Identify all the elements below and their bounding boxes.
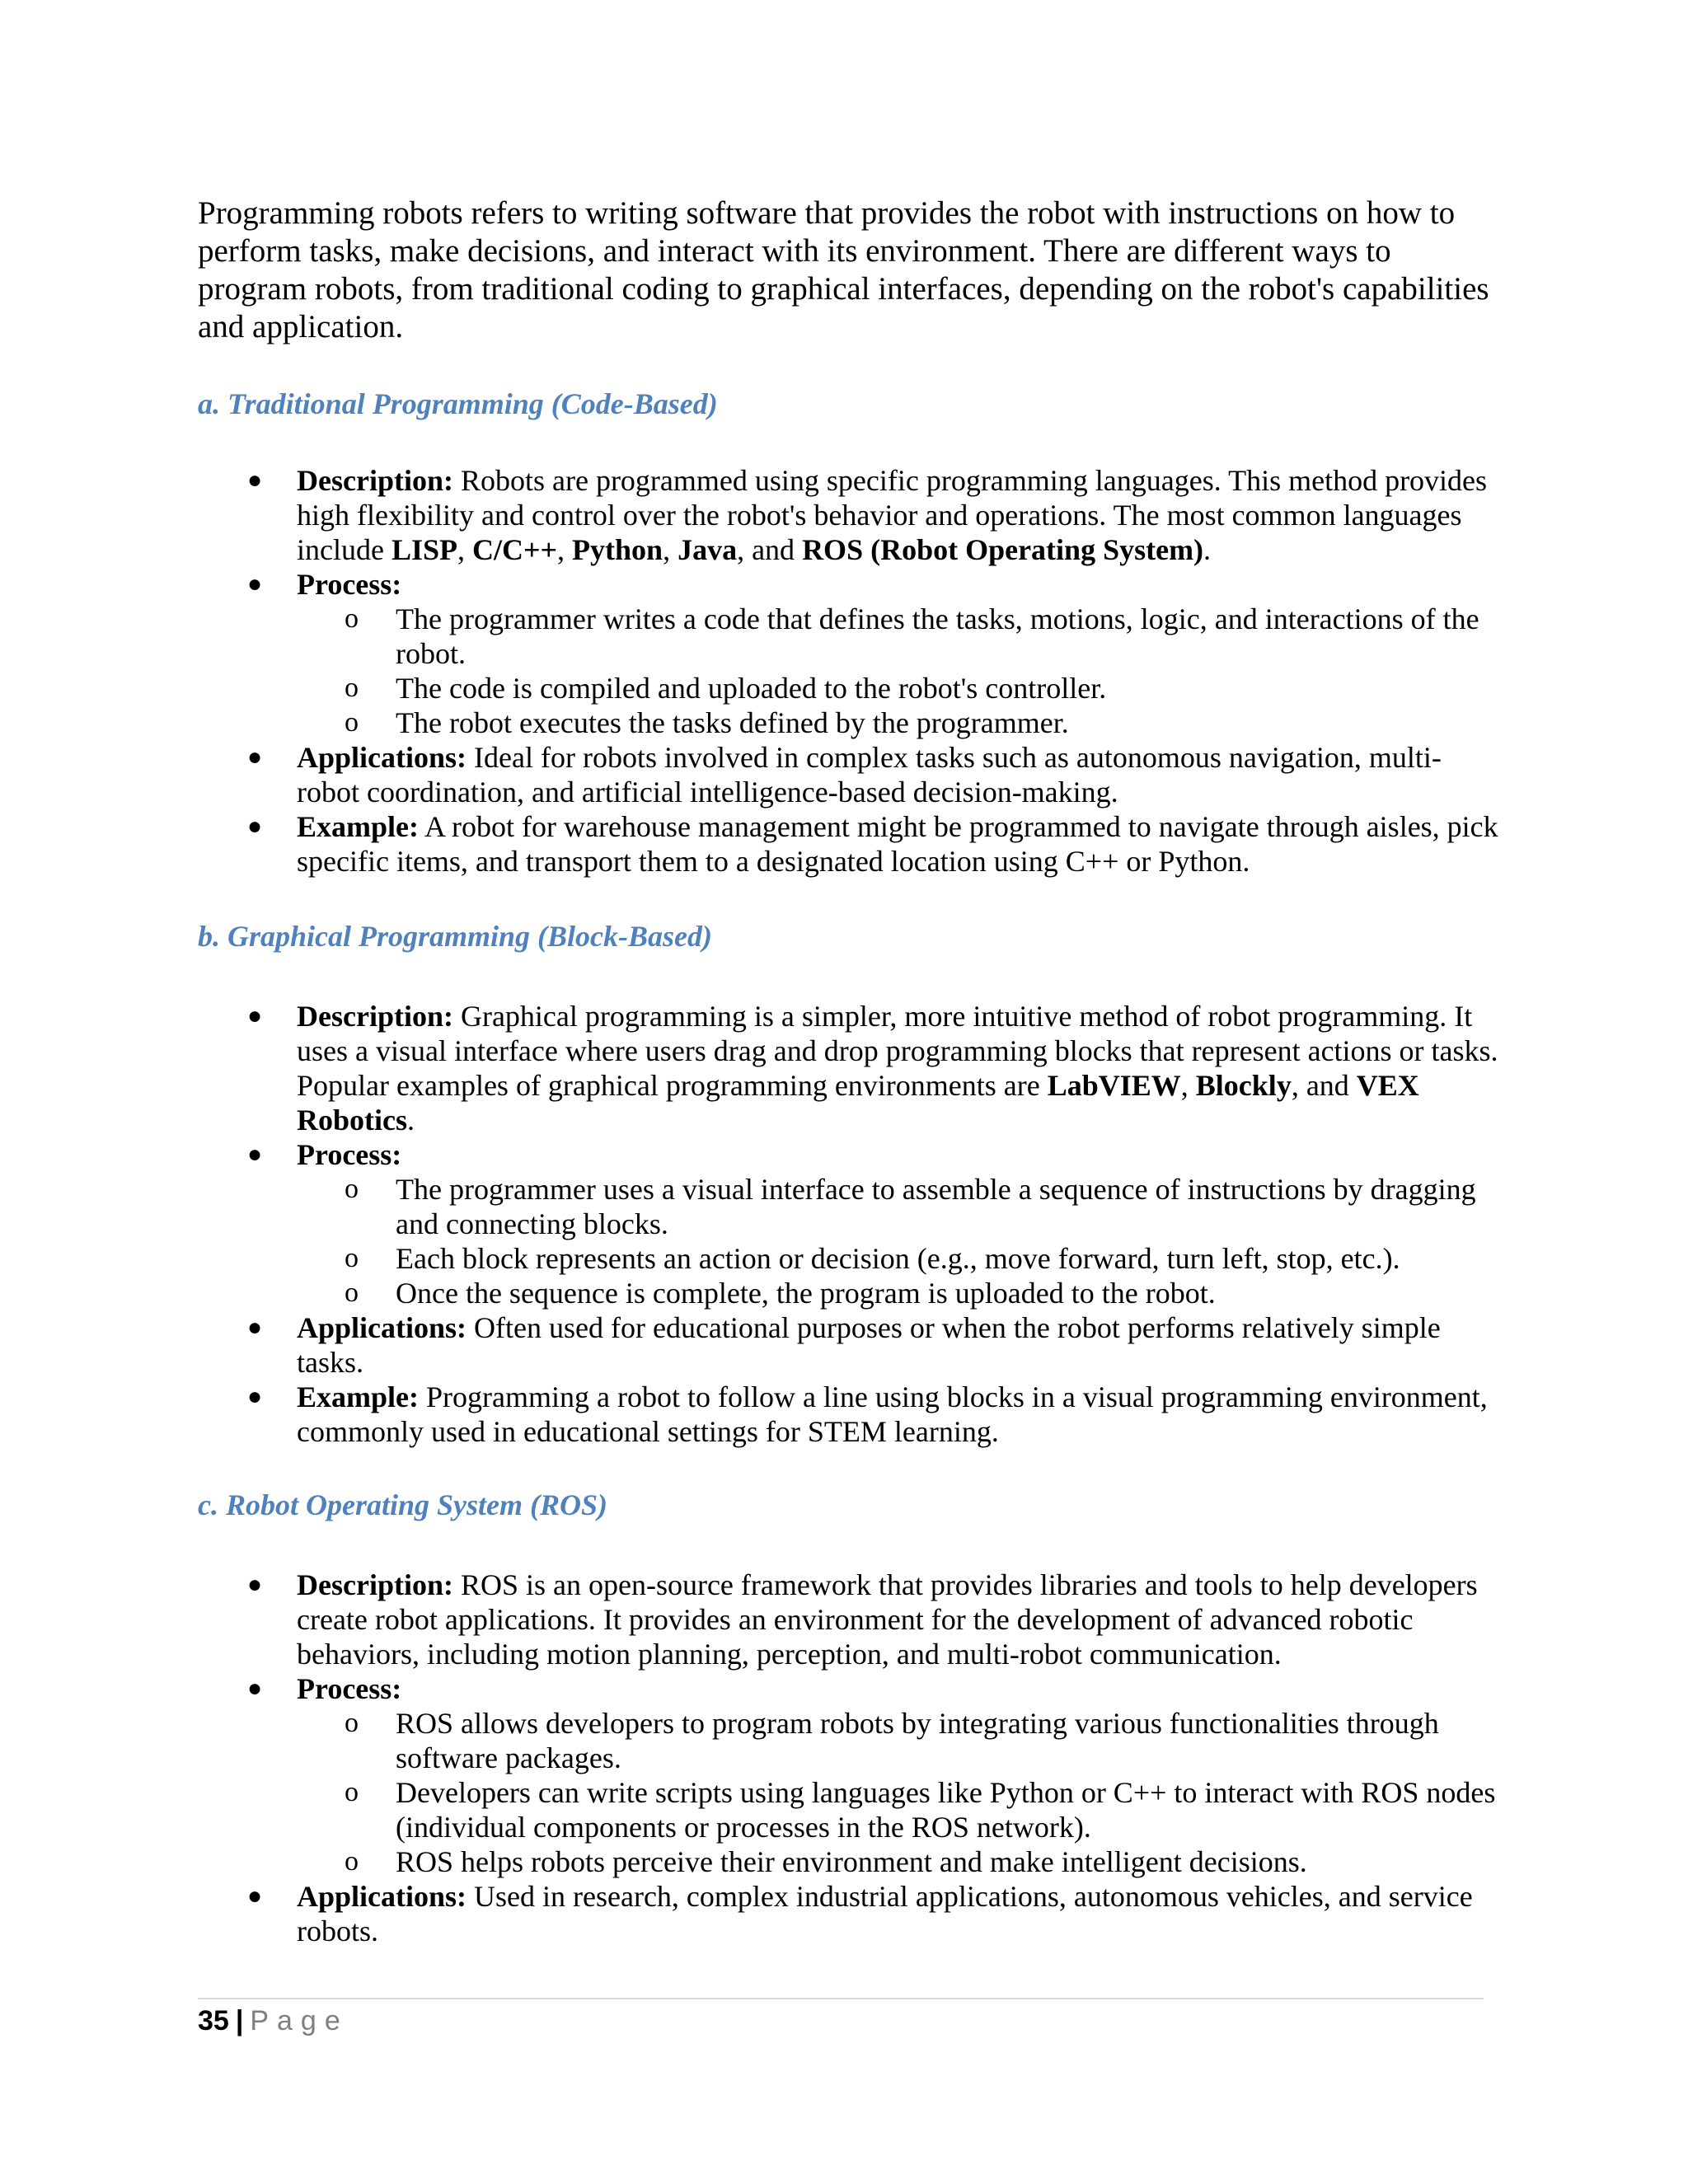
footer-separator: | (235, 2005, 244, 2036)
section-c-applications (198, 1879, 1500, 1948)
page-footer (198, 2003, 349, 2039)
bullet-icon: ● (247, 1882, 263, 1910)
process-step (198, 1706, 1500, 1775)
circle-bullet-icon: o (345, 603, 359, 634)
language-python: Python (572, 533, 663, 566)
language-java: Java (678, 533, 738, 566)
env-blockly: Blockly (1195, 1069, 1292, 1102)
process-label: Process: (297, 1138, 402, 1171)
section-c-description (198, 1568, 1500, 1671)
process-step (198, 1172, 1500, 1241)
section-b-example (198, 1380, 1500, 1449)
process-step (198, 1276, 1500, 1310)
circle-bullet-icon: o (345, 1277, 359, 1308)
section-b-heading: b. Graphical Programming (Block-Based) (198, 920, 713, 953)
bullet-icon: ● (247, 1141, 263, 1168)
process-step-text: The robot executes the tasks defined by the programmer. (396, 706, 1069, 739)
description-label: Description: (297, 1568, 453, 1601)
process-step (198, 705, 1500, 740)
language-lisp: LISP (391, 533, 458, 566)
period: . (407, 1104, 415, 1137)
separator: , (457, 533, 473, 566)
section-a-example (198, 809, 1500, 879)
circle-bullet-icon: o (345, 1174, 359, 1204)
bullet-icon: ● (247, 1383, 263, 1410)
applications-text: Ideal for robots involved in complex tasks such as autonomous navigation, multi-robot coordination, and artificial intelligence-based decision-making. (297, 741, 1442, 808)
example-label: Example: (297, 1380, 419, 1413)
circle-bullet-icon: o (345, 1846, 359, 1877)
bullet-icon: ● (247, 1314, 263, 1341)
applications-text: Often used for educational purposes or when the robot performs relatively simple tasks. (297, 1311, 1441, 1379)
section-a-process (198, 567, 1500, 740)
separator: , and (737, 533, 803, 566)
circle-bullet-icon: o (345, 1708, 359, 1738)
process-step-text: The code is compiled and uploaded to the robot's controller. (396, 672, 1107, 705)
example-label: Example: (297, 810, 419, 843)
circle-bullet-icon: o (345, 1777, 359, 1807)
separator: , (1180, 1069, 1196, 1102)
example-text: Programming a robot to follow a line using blocks in a visual programming environment, commonly used in educational settings for STEM learning. (297, 1380, 1488, 1448)
process-step-text: Once the sequence is complete, the program is uploaded to the robot. (396, 1277, 1216, 1310)
separator: , (557, 533, 573, 566)
separator: , and (1291, 1069, 1357, 1102)
description-text: ROS is an open-source framework that provides libraries and tools to help developers create robot applications. It provides an environment for the development of advanced robotic behaviors, including motion planning, perception, and multi-robot communication. (297, 1568, 1478, 1671)
process-sublist (297, 602, 1500, 740)
separator: , (663, 533, 678, 566)
section-c-process (198, 1671, 1500, 1879)
bullet-icon: ● (247, 466, 263, 494)
process-label: Process: (297, 1672, 402, 1705)
page-number: 35 (198, 2005, 229, 2036)
process-label: Process: (297, 568, 402, 601)
circle-bullet-icon: o (345, 1243, 359, 1273)
circle-bullet-icon: o (345, 707, 359, 738)
process-step-text: Each block represents an action or decision (e.g., move forward, turn left, stop, etc.). (396, 1242, 1400, 1275)
env-vex: VEX Robotics (297, 1069, 1419, 1137)
env-labview: LabVIEW (1047, 1069, 1181, 1102)
process-step-text: ROS helps robots perceive their environment and make intelligent decisions. (396, 1845, 1307, 1878)
section-c-heading: c. Robot Operating System (ROS) (198, 1488, 608, 1521)
section-a-applications (198, 740, 1500, 809)
period: . (1203, 533, 1212, 566)
section-a-list (198, 463, 1500, 879)
process-step (198, 602, 1500, 671)
process-step (198, 671, 1500, 705)
process-step (198, 1844, 1500, 1879)
section-c-list (198, 1568, 1500, 1948)
process-sublist (297, 1706, 1500, 1879)
description-text: Graphical programming is a simpler, more intuitive method of robot programming. It uses a visual interface where users drag and drop programming blocks that represent actions or tasks. Popular examples of graphical programming environments are (297, 1000, 1498, 1102)
process-step (198, 1241, 1500, 1276)
process-step-text: ROS allows developers to program robots by integrating various functionalities through software packages. (396, 1707, 1439, 1774)
language-ros: ROS (Robot Operating System) (802, 533, 1204, 566)
process-step-text: The programmer uses a visual interface to assemble a sequence of instructions by dragging and connecting blocks. (396, 1173, 1476, 1240)
applications-label: Applications: (297, 741, 467, 774)
bullet-icon: ● (247, 1002, 263, 1029)
section-b-description (198, 999, 1500, 1137)
section-b-process (198, 1137, 1500, 1310)
section-b-list (198, 999, 1500, 1449)
description-label: Description: (297, 464, 453, 497)
process-step-text: Developers can write scripts using languages like Python or C++ to interact with ROS nodes (individual components or processes in the ROS network). (396, 1776, 1496, 1844)
bullet-icon: ● (247, 813, 263, 840)
section-a-heading: a. Traditional Programming (Code-Based) (198, 387, 718, 420)
page-label: Page (250, 2005, 349, 2036)
process-step-text: The programmer writes a code that defines the tasks, motions, logic, and interactions of the robot. (396, 602, 1479, 670)
process-sublist (297, 1172, 1500, 1310)
bullet-icon: ● (247, 570, 263, 598)
process-step (198, 1775, 1500, 1844)
description-text: Robots are programmed using specific programming languages. This method provides high flexibility and control over the robot's behavior and operations. The most common languages include (297, 464, 1488, 566)
bullet-icon: ● (247, 1571, 263, 1598)
applications-label: Applications: (297, 1311, 467, 1344)
intro-paragraph: Programming robots refers to writing software that provides the robot with instructions on how to perform tasks, make decisions, and interact with its environment. There are different ways to program robots, from traditional coding to graphical interfaces, depending on the robot's capabilities and application. (198, 195, 1489, 344)
applications-text: Used in research, complex industrial applications, autonomous vehicles, and service robots. (297, 1880, 1473, 1947)
description-label: Description: (297, 1000, 453, 1033)
example-text: A robot for warehouse management might be programmed to navigate through aisles, pick specific items, and transport them to a designated location using C++ or Python. (297, 810, 1498, 878)
language-cpp: C/C++ (472, 533, 558, 566)
section-a-description (198, 463, 1500, 567)
applications-label: Applications: (297, 1880, 467, 1913)
bullet-icon: ● (247, 743, 263, 771)
bullet-icon: ● (247, 1675, 263, 1702)
section-b-applications (198, 1310, 1500, 1380)
footer-divider (198, 1998, 1484, 1999)
circle-bullet-icon: o (345, 673, 359, 703)
